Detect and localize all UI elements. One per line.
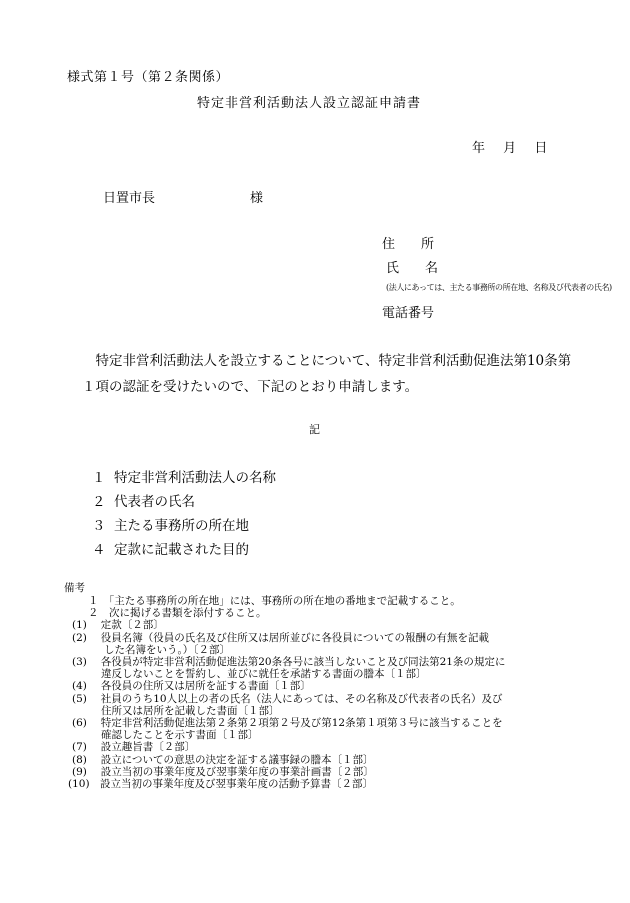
attachment-item: (8) 設立についての意思の決定を証する議事録の謄本〔１部〕 (72, 753, 374, 766)
item-number: ４ (92, 542, 106, 558)
attachment-item-continued: 確認したことを示す書面〔１部〕 (101, 729, 259, 742)
document-title: 特定非営利活動法人設立認証申請書 (197, 96, 422, 111)
attachment-item: (6) 特定非営利活動促進法第２条第２項第２号及び第12条第１項第３号に該当することを (72, 717, 503, 730)
applicant-name-label: 氏 名 (386, 261, 439, 276)
item-number: １ (92, 470, 106, 486)
addressee (103, 187, 263, 206)
date-month: 月 (503, 141, 517, 156)
attachment-item: (4) 各役員の住所又は居所を証する書面〔１部〕 (72, 680, 311, 693)
item-number: ３ (92, 518, 106, 534)
item-label: 定款に記載された目的 (114, 542, 249, 558)
addressee-honorific: 様 (250, 191, 264, 206)
attachment-item-continued: 違反しないことを誓約し、並びに就任を承諾する書面の謄本〔１部〕 (101, 668, 427, 681)
attachment-item: (2) 役員名簿（役員の氏名及び住所又は居所並びに各役員についての報酬の有無を記載 (72, 631, 489, 644)
note-line: ２ 次に掲げる書類を添付すること。 (88, 607, 267, 620)
form-number: 様式第１号（第２条関係） (67, 70, 230, 85)
attachment-item: (7) 設立趣旨書〔２部〕 (72, 741, 196, 754)
applicant-phone-label: 電話番号 (382, 306, 435, 321)
list-item (92, 514, 249, 534)
date-day: 日 (534, 141, 548, 156)
attachment-item: (1) 定款〔２部〕 (72, 619, 164, 632)
attachment-item: (5) 社員のうち10人以上の者の氏名（法人にあっては、その名称及び代表者の氏名）及び (72, 692, 503, 705)
notes-label: 備考 (64, 582, 85, 594)
ki-heading: 記 (309, 423, 320, 436)
item-label: 主たる事務所の所在地 (114, 518, 249, 534)
application-statement: 特定非営利活動法人を設立することについて、特定非営利活動促進法第10条第１項の認証を受けたいので、下記のとおり申請します。 (82, 353, 572, 395)
date-line (472, 137, 547, 156)
date-year: 年 (472, 141, 486, 156)
applicant-address-label: 住 所 (382, 237, 435, 252)
item-label: 特定非営利活動法人の名称 (114, 470, 276, 486)
list-item (92, 466, 276, 486)
attachment-item-continued: した名簿をいう。）〔２部〕 (104, 643, 230, 656)
applicant-name-note: (法人にあっては、主たる事務所の所在地、名称及び代表者の氏名) (386, 283, 612, 292)
note-line: １ 「主たる事務所の所在地」には、事務所の所在地の番地まで記載すること。 (88, 595, 461, 607)
list-item (92, 490, 195, 510)
item-label: 代表者の氏名 (114, 494, 195, 510)
item-number: ２ (92, 494, 106, 510)
attachment-item: (9) 設立当初の事業年度及び翌事業年度の事業計画書〔２部〕 (72, 765, 374, 778)
attachment-item: (3) 各役員が特定非営利活動促進法第20条各号に該当しないこと及び同法第21条の規定に (72, 656, 506, 669)
attachment-item-continued: 住所又は居所を記載した書面〔１部〕 (101, 704, 280, 717)
notes-section (66, 595, 566, 790)
addressee-name: 日置市長 (103, 191, 156, 206)
attachment-item: (10) 設立当初の事業年度及び翌事業年度の活動予算書〔２部〕 (68, 778, 374, 791)
list-item (92, 538, 249, 558)
